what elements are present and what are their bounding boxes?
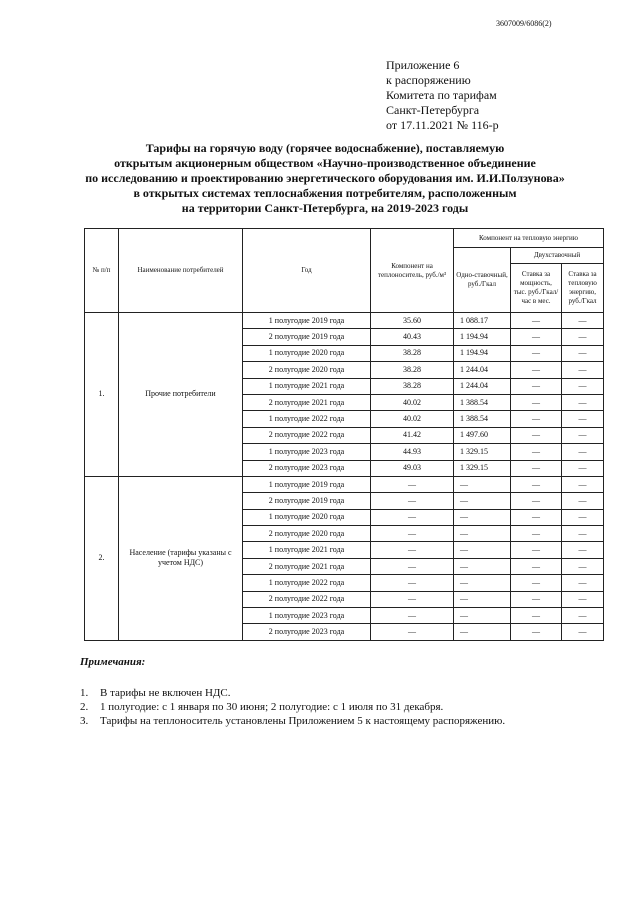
capacity-rate-cell: — [511,378,562,394]
energy-rate-cell: — [562,526,604,542]
single-rate-cell: 1 497.60 [454,427,511,443]
period-cell: 2 полугодие 2022 года [243,591,371,607]
capacity-rate-cell: — [511,591,562,607]
notes-section [80,656,505,728]
energy-rate-cell: — [562,575,604,591]
period-cell: 1 полугодие 2019 года [243,313,371,329]
energy-rate-cell: — [562,427,604,443]
energy-rate-cell: — [562,345,604,361]
note-item [80,686,505,700]
period-cell: 1 полугодие 2023 года [243,444,371,460]
capacity-rate-cell: — [511,476,562,492]
note-text: Тарифы на теплоноситель установлены Приложением 5 к настоящему распоряжению. [100,715,506,727]
tariff-table [84,228,604,641]
single-rate-cell: — [454,542,511,558]
header-year: Год [243,229,371,313]
header-energy: Компонент на тепловую энергию [454,229,604,248]
document-number: 3607009/6086(2) [496,19,552,28]
capacity-rate-cell: — [511,460,562,476]
appendix-line: к распоряжению [386,73,471,87]
carrier-rate-cell: — [371,624,454,640]
single-rate-cell: 1 244.04 [454,378,511,394]
single-rate-cell: 1 088.17 [454,313,511,329]
carrier-rate-cell: 49.03 [371,460,454,476]
header-capacity: Ставка за мощность, тыс. руб./Гкал/час в мес. [511,264,562,313]
capacity-rate-cell: — [511,394,562,410]
table-row [85,313,604,329]
period-cell: 1 полугодие 2023 года [243,608,371,624]
single-rate-cell: — [454,476,511,492]
header-name: Наименование потребителей [119,229,243,313]
capacity-rate-cell: — [511,313,562,329]
period-cell: 2 полугодие 2020 года [243,526,371,542]
single-rate-cell: — [454,558,511,574]
header-single: Одно-ставочный, руб./Гкал [454,248,511,313]
single-rate-cell: — [454,608,511,624]
consumer-name: Прочие потребители [119,313,243,477]
title-line: на территории Санкт-Петербурга, на 2019-2023 годы [181,201,469,215]
period-cell: 1 полугодие 2022 года [243,411,371,427]
capacity-rate-cell: — [511,558,562,574]
single-rate-cell: 1 388.54 [454,394,511,410]
single-rate-cell: 1 329.15 [454,444,511,460]
appendix-header [386,58,499,133]
note-number: 2. [80,701,89,713]
carrier-rate-cell: 40.43 [371,329,454,345]
period-cell: 1 полугодие 2022 года [243,575,371,591]
header-num: № п/п [85,229,119,313]
carrier-rate-cell: — [371,575,454,591]
period-cell: 1 полугодие 2020 года [243,345,371,361]
appendix-line: Комитета по тарифам [386,88,497,102]
carrier-rate-cell: — [371,542,454,558]
energy-rate-cell: — [562,476,604,492]
carrier-rate-cell: 40.02 [371,411,454,427]
energy-rate-cell: — [562,608,604,624]
carrier-rate-cell: 38.28 [371,362,454,378]
single-rate-cell: — [454,591,511,607]
carrier-rate-cell: 38.28 [371,345,454,361]
energy-rate-cell: — [562,542,604,558]
capacity-rate-cell: — [511,542,562,558]
energy-rate-cell: — [562,394,604,410]
carrier-rate-cell: 41.42 [371,427,454,443]
carrier-rate-cell: 38.28 [371,378,454,394]
energy-rate-cell: — [562,509,604,525]
single-rate-cell: — [454,493,511,509]
carrier-rate-cell: — [371,558,454,574]
note-number: 1. [80,687,89,699]
period-cell: 1 полугодие 2021 года [243,542,371,558]
period-cell: 2 полугодие 2023 года [243,460,371,476]
period-cell: 2 полугодие 2020 года [243,362,371,378]
period-cell: 2 полугодие 2022 года [243,427,371,443]
title-line: Тарифы на горячую воду (горячее водоснабжение), поставляемую [145,141,505,155]
carrier-rate-cell: 44.93 [371,444,454,460]
appendix-line: от 17.11.2021 № 116-р [386,118,499,132]
single-rate-cell: 1 194.94 [454,345,511,361]
carrier-rate-cell: — [371,509,454,525]
notes-title: Примечания: [80,656,146,668]
document-title [60,141,590,216]
period-cell: 2 полугодие 2023 года [243,624,371,640]
carrier-rate-cell: 40.02 [371,394,454,410]
energy-rate-cell: — [562,378,604,394]
carrier-rate-cell: — [371,608,454,624]
capacity-rate-cell: — [511,509,562,525]
period-cell: 2 полугодие 2019 года [243,493,371,509]
single-rate-cell: 1 194.94 [454,329,511,345]
carrier-rate-cell: 35.60 [371,313,454,329]
header-two-part: Двухставочный [511,248,604,264]
carrier-rate-cell: — [371,476,454,492]
group-number: 1. [85,313,119,477]
capacity-rate-cell: — [511,411,562,427]
energy-rate-cell: — [562,460,604,476]
carrier-rate-cell: — [371,591,454,607]
tariff-table-body [85,313,604,641]
energy-rate-cell: — [562,313,604,329]
period-cell: 2 полугодие 2021 года [243,394,371,410]
period-cell: 1 полугодие 2021 года [243,378,371,394]
note-text: В тарифы не включен НДС. [100,687,231,699]
energy-rate-cell: — [562,444,604,460]
header-carrier: Компонент на теплоноситель, руб./м³ [371,229,454,313]
group-number: 2. [85,476,119,640]
single-rate-cell: — [454,575,511,591]
note-item [80,700,505,714]
energy-rate-cell: — [562,493,604,509]
capacity-rate-cell: — [511,444,562,460]
capacity-rate-cell: — [511,608,562,624]
title-line: по исследованию и проектированию энергетического оборудования им. И.И.Ползунова» [85,171,565,185]
table-row [85,476,604,492]
capacity-rate-cell: — [511,362,562,378]
capacity-rate-cell: — [511,329,562,345]
header-energy-rate: Ставка за тепловую энергию, руб./Гкал [562,264,604,313]
consumer-name: Население (тарифы указаны с учетом НДС) [119,476,243,640]
period-cell: 2 полугодие 2021 года [243,558,371,574]
capacity-rate-cell: — [511,575,562,591]
note-number: 3. [80,715,89,727]
carrier-rate-cell: — [371,526,454,542]
note-item [80,714,505,728]
note-text: 1 полугодие: с 1 января по 30 июня; 2 полугодие: с 1 июля по 31 декабря. [100,701,444,713]
capacity-rate-cell: — [511,345,562,361]
period-cell: 1 полугодие 2020 года [243,509,371,525]
single-rate-cell: 1 244.04 [454,362,511,378]
capacity-rate-cell: — [511,624,562,640]
period-cell: 1 полугодие 2019 года [243,476,371,492]
energy-rate-cell: — [562,624,604,640]
energy-rate-cell: — [562,558,604,574]
carrier-rate-cell: — [371,493,454,509]
capacity-rate-cell: — [511,493,562,509]
single-rate-cell: — [454,509,511,525]
period-cell: 2 полугодие 2019 года [243,329,371,345]
capacity-rate-cell: — [511,526,562,542]
single-rate-cell: 1 329.15 [454,460,511,476]
energy-rate-cell: — [562,329,604,345]
appendix-line: Санкт-Петербурга [386,103,480,117]
capacity-rate-cell: — [511,427,562,443]
single-rate-cell: — [454,526,511,542]
single-rate-cell: — [454,624,511,640]
title-line: в открытых системах теплоснабжения потребителям, расположенным [133,186,517,200]
single-rate-cell: 1 388.54 [454,411,511,427]
energy-rate-cell: — [562,362,604,378]
energy-rate-cell: — [562,411,604,427]
energy-rate-cell: — [562,591,604,607]
appendix-line: Приложение 6 [386,58,460,72]
title-line: открытым акционерным обществом «Научно-производственное объединение [114,156,536,170]
